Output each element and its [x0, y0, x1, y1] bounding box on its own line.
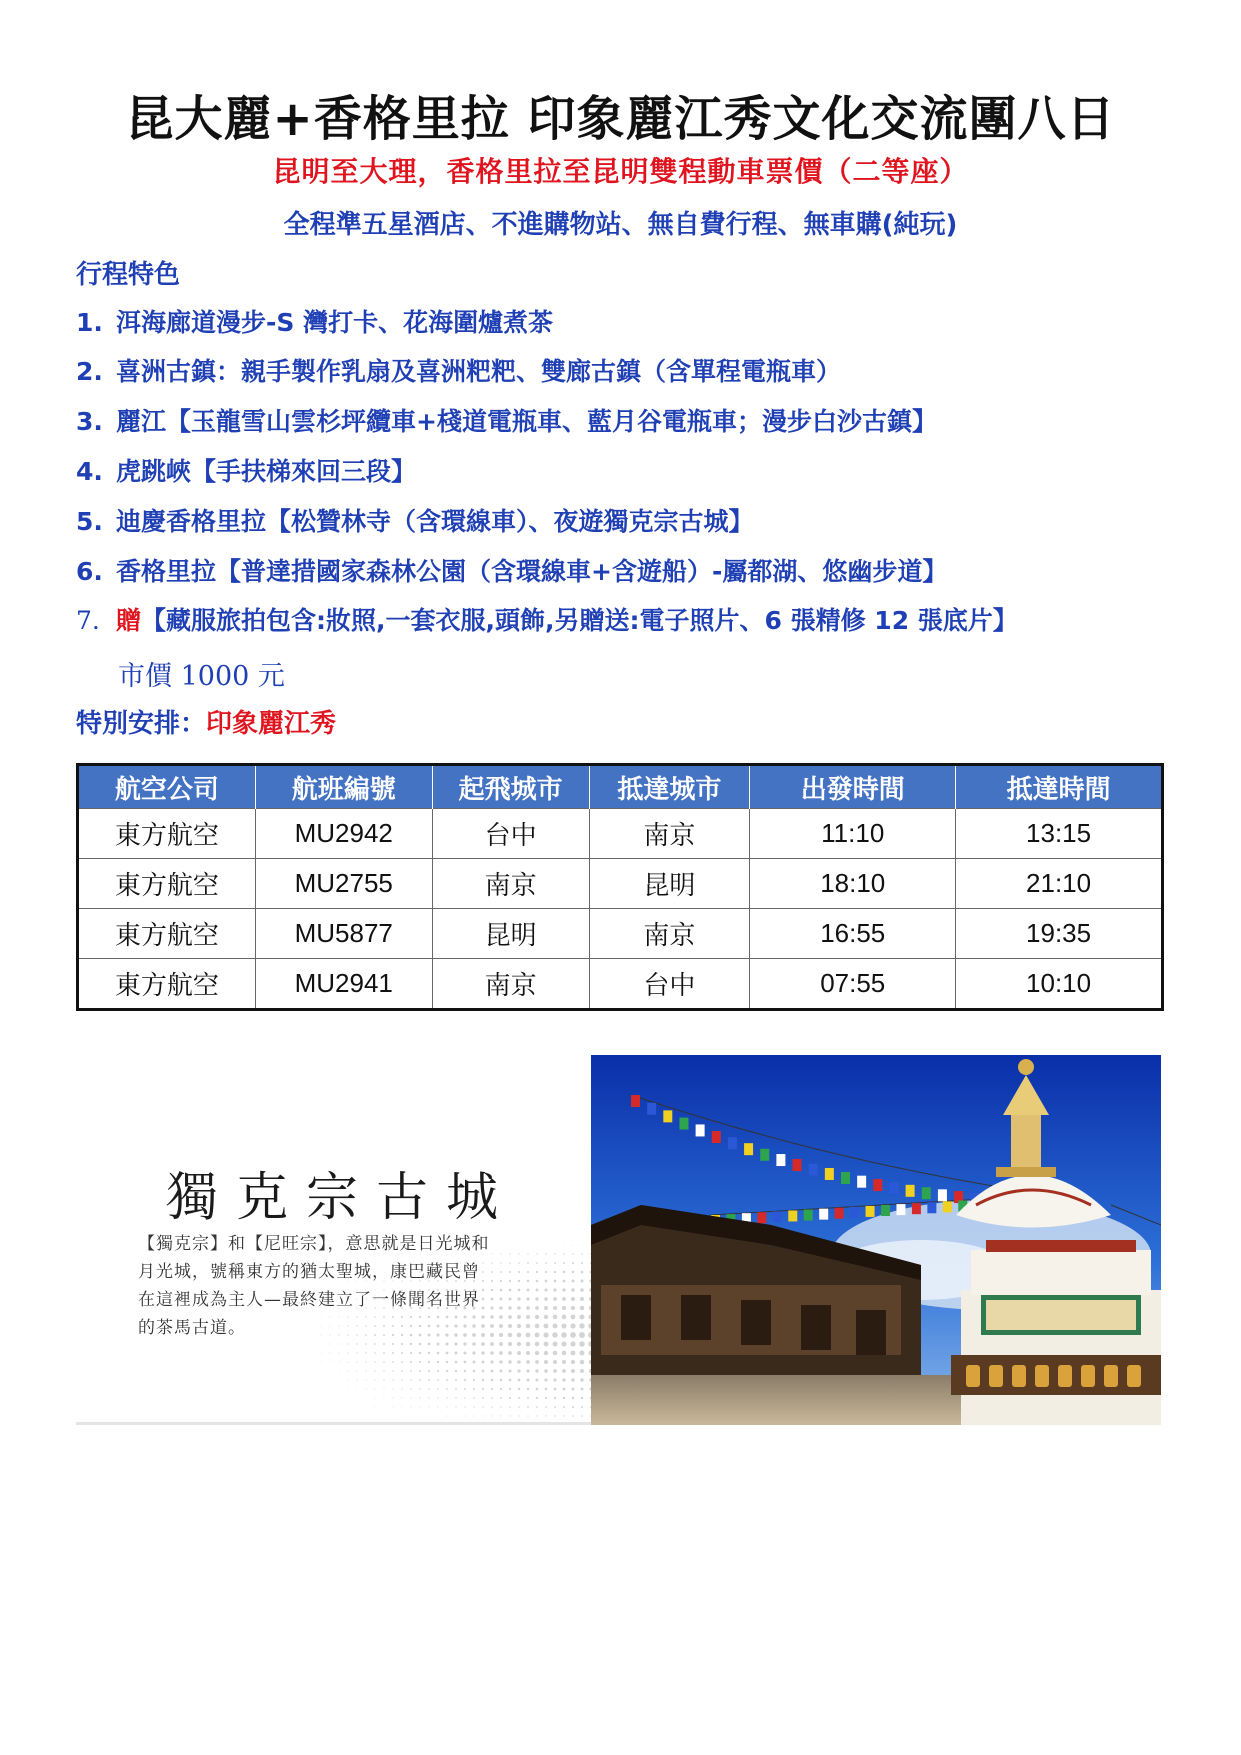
- feature-item-1: [76, 303, 553, 339]
- table-row: [78, 959, 1163, 1010]
- table-cell: 台中: [432, 809, 589, 859]
- feature-item-2: [76, 352, 841, 388]
- table-cell: MU2755: [255, 859, 432, 909]
- column-header: 抵達時間: [956, 765, 1163, 809]
- feature-text: 迪慶香格里拉【松贊林寺（含環線車）、夜遊獨克宗古城】: [116, 507, 754, 536]
- divider: [76, 1422, 591, 1425]
- table-cell: 南京: [432, 959, 589, 1010]
- table-cell: MU5877: [255, 909, 432, 959]
- table-cell: 東方航空: [78, 809, 256, 859]
- table-row: [78, 909, 1163, 959]
- promo-description-line: 月光城，號稱東方的猶太聖城，康巴藏民曾: [138, 1262, 480, 1282]
- gift-label: 贈: [116, 606, 142, 635]
- feature-item-3: [76, 402, 937, 438]
- table-cell: 南京: [589, 809, 750, 859]
- feature-item-4: [76, 452, 416, 488]
- stupa-photo-illustration: [591, 1055, 1161, 1425]
- table-cell: 16:55: [750, 909, 956, 959]
- table-cell: 10:10: [956, 959, 1163, 1010]
- column-header: 起飛城市: [432, 765, 589, 809]
- table-cell: 21:10: [956, 859, 1163, 909]
- table-cell: 南京: [589, 909, 750, 959]
- table-cell: MU2941: [255, 959, 432, 1010]
- table-cell: MU2942: [255, 809, 432, 859]
- table-cell: 11:10: [750, 809, 956, 859]
- table-cell: 昆明: [432, 909, 589, 959]
- table-cell: 東方航空: [78, 859, 256, 909]
- column-header: 航空公司: [78, 765, 256, 809]
- feature-text: 麗江【玉龍雪山雲杉坪纜車+棧道電瓶車、藍月谷電瓶車；漫步白沙古鎮】: [116, 407, 937, 436]
- column-header: 航班編號: [255, 765, 432, 809]
- table-cell: 18:10: [750, 859, 956, 909]
- feature-number: 5.: [76, 507, 103, 536]
- column-header: 抵達城市: [589, 765, 750, 809]
- promo-banner: [76, 1055, 1161, 1425]
- table-cell: 南京: [432, 859, 589, 909]
- market-price: 市價 1000 元: [118, 661, 285, 692]
- promo-description-line: 【獨克宗】和【尼旺宗】，意思就是日光城和: [138, 1234, 490, 1254]
- table-cell: 07:55: [750, 959, 956, 1010]
- promo-title: 獨克宗古城: [166, 1168, 517, 1228]
- table-cell: 昆明: [589, 859, 750, 909]
- table-header-row: [78, 765, 1163, 809]
- feature-text: 喜洲古鎮：親手製作乳扇及喜洲粑粑、雙廊古鎮（含單程電瓶車）: [116, 357, 842, 386]
- promo-description: [138, 1230, 578, 1342]
- promo-description-line: 的茶馬古道。: [138, 1318, 246, 1338]
- subtitle-hotel: 全程準五星酒店、不進購物站、無自費行程、無車購(純玩): [283, 210, 958, 240]
- feature-number: 3.: [76, 407, 103, 436]
- feature-text: 洱海廊道漫步-S 灣打卡、花海圍爐煮茶: [116, 308, 554, 337]
- features-heading: 行程特色: [76, 260, 181, 290]
- feature-number: 2.: [76, 357, 103, 386]
- feature-item-7: [76, 601, 1018, 637]
- table-cell: 東方航空: [78, 909, 256, 959]
- feature-text: 香格里拉【普達措國家森林公園（含環線車+含遊船）-屬都湖、悠幽步道】: [116, 557, 948, 586]
- special-label: 特別安排：: [76, 709, 207, 739]
- table-cell: 13:15: [956, 809, 1163, 859]
- table-cell: 台中: [589, 959, 750, 1010]
- table-row: [78, 859, 1163, 909]
- feature-item-5: [76, 502, 754, 538]
- feature-item-6: [76, 552, 947, 588]
- table-cell: 東方航空: [78, 959, 256, 1010]
- feature-number: 6.: [76, 557, 103, 586]
- table-cell: 19:35: [956, 909, 1163, 959]
- feature-number: 1.: [76, 308, 103, 337]
- feature-text: 虎跳峽【手扶梯來回三段】: [116, 457, 417, 486]
- feature-number: 7.: [76, 606, 100, 635]
- stupa-photo: [591, 1055, 1161, 1425]
- subtitle-train: 昆明至大理，香格里拉至昆明雙程動車票價（二等座）: [272, 155, 969, 188]
- feature-text: 【藏服旅拍包含:妝照,一套衣服,頭飾,另贈送:電子照片、6 張精修 12 張底片】: [141, 606, 1018, 635]
- column-header: 出發時間: [750, 765, 956, 809]
- feature-number: 4.: [76, 457, 103, 486]
- special-value: 印象麗江秀: [206, 709, 337, 739]
- page-title: 昆大麗+香格里拉 印象麗江秀文化交流團八日: [125, 91, 1116, 147]
- flight-table: [76, 763, 1164, 1011]
- table-row: [78, 809, 1163, 859]
- promo-text-panel: [76, 1055, 591, 1425]
- promo-description-line: 在這裡成為主人—最終建立了一條聞名世界: [138, 1290, 480, 1310]
- special-arrangement: [76, 703, 336, 740]
